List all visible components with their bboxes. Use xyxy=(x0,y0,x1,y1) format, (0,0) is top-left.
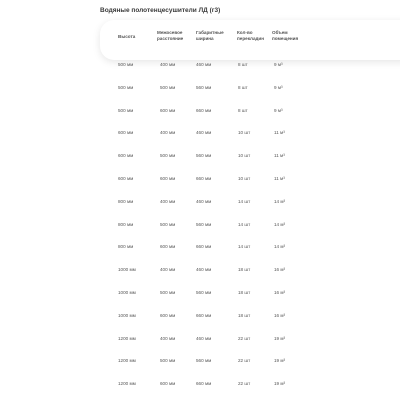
cell-spacing: 400 мм xyxy=(160,267,176,273)
cell-height: 800 мм xyxy=(118,198,134,204)
header-spacing: Межосевое расстояние xyxy=(157,30,184,41)
table-row xyxy=(0,199,400,211)
cell-room-volume: 11 м³ xyxy=(274,176,285,181)
cell-height: 500 мм xyxy=(118,62,134,67)
cell-room-volume: 9 м³ xyxy=(274,107,283,113)
cell-spacing: 600 мм xyxy=(160,244,176,250)
table-row xyxy=(0,108,400,120)
cell-width: 560 мм xyxy=(196,84,212,90)
cell-width: 460 мм xyxy=(196,335,212,341)
cell-steps: 18 шт xyxy=(238,290,251,295)
cell-width: 660 мм xyxy=(196,381,212,387)
cell-width: 660 мм xyxy=(196,312,212,318)
cell-spacing: 600 мм xyxy=(160,312,176,318)
cell-spacing: 400 мм xyxy=(160,62,176,67)
cell-height: 600 мм xyxy=(118,176,134,181)
cell-width: 660 мм xyxy=(196,107,212,113)
cell-height: 1200 мм xyxy=(118,358,136,364)
cell-spacing: 600 мм xyxy=(160,107,176,113)
cell-steps: 10 шт xyxy=(238,153,251,159)
cell-spacing: 500 мм xyxy=(160,153,176,159)
cell-width: 660 мм xyxy=(196,176,212,181)
table-row xyxy=(0,62,400,74)
table-row xyxy=(0,267,400,279)
cell-steps: 22 шт xyxy=(238,358,251,364)
page-title: Водяные полотенцесушители ЛД (г3) xyxy=(100,7,221,14)
cell-width: 460 мм xyxy=(196,267,212,273)
cell-height: 800 мм xyxy=(118,221,134,227)
cell-steps: 10 шт xyxy=(238,176,251,181)
header-steps: Кол-во перекладин xyxy=(237,30,265,41)
cell-width: 460 мм xyxy=(196,198,212,204)
table-row xyxy=(0,130,400,142)
header-height: Высота xyxy=(118,34,136,39)
cell-room-volume: 14 м³ xyxy=(274,198,286,204)
table-row xyxy=(0,85,400,97)
cell-spacing: 400 мм xyxy=(160,335,176,341)
cell-room-volume: 14 м³ xyxy=(274,244,286,250)
cell-height: 1000 мм xyxy=(118,290,136,295)
cell-width: 560 мм xyxy=(196,290,212,295)
header-room-volume: Объем помещения xyxy=(272,30,299,41)
table-row xyxy=(0,381,400,393)
cell-steps: 22 шт xyxy=(238,335,251,341)
cell-spacing: 600 мм xyxy=(160,381,176,387)
cell-height: 1000 мм xyxy=(118,267,136,273)
cell-width: 660 мм xyxy=(196,244,212,250)
table-row xyxy=(0,222,400,234)
cell-room-volume: 16 м³ xyxy=(274,312,286,318)
cell-room-volume: 19 м³ xyxy=(274,335,286,341)
cell-width: 460 мм xyxy=(196,62,212,67)
table-row xyxy=(0,336,400,348)
cell-steps: 18 шт xyxy=(238,267,251,273)
cell-spacing: 600 мм xyxy=(160,176,176,181)
cell-height: 500 мм xyxy=(118,107,134,113)
table-row xyxy=(0,244,400,256)
cell-steps: 8 шт xyxy=(238,107,248,113)
cell-spacing: 500 мм xyxy=(160,84,176,90)
table-row xyxy=(0,290,400,302)
cell-width: 460 мм xyxy=(196,130,212,136)
cell-room-volume: 11 м³ xyxy=(274,153,285,159)
cell-room-volume: 11 м³ xyxy=(274,130,285,136)
cell-steps: 10 шт xyxy=(238,130,251,136)
table-row xyxy=(0,358,400,370)
cell-spacing: 500 мм xyxy=(160,290,176,295)
cell-height: 600 мм xyxy=(118,153,134,159)
cell-width: 560 мм xyxy=(196,153,212,159)
cell-steps: 14 шт xyxy=(238,221,251,227)
cell-room-volume: 19 м³ xyxy=(274,381,286,387)
cell-spacing: 400 мм xyxy=(160,130,176,136)
cell-spacing: 400 мм xyxy=(160,198,176,204)
cell-steps: 22 шт xyxy=(238,381,251,387)
cell-steps: 14 шт xyxy=(238,244,251,250)
cell-height: 1200 мм xyxy=(118,381,136,387)
cell-width: 560 мм xyxy=(196,358,212,364)
cell-height: 1200 мм xyxy=(118,335,136,341)
table-row xyxy=(0,176,400,188)
cell-room-volume: 14 м³ xyxy=(274,221,286,227)
cell-steps: 18 шт xyxy=(238,312,251,318)
cell-room-volume: 16 м³ xyxy=(274,267,286,273)
cell-height: 800 мм xyxy=(118,244,134,250)
cell-spacing: 500 мм xyxy=(160,358,176,364)
cell-steps: 8 шт xyxy=(238,62,248,67)
cell-room-volume: 16 м³ xyxy=(274,290,286,295)
table-row xyxy=(0,153,400,165)
header-width: Габаритные ширина xyxy=(196,30,224,41)
cell-steps: 14 шт xyxy=(238,198,251,204)
cell-height: 1000 мм xyxy=(118,312,136,318)
cell-room-volume: 9 м³ xyxy=(274,62,283,67)
cell-room-volume: 19 м³ xyxy=(274,358,286,364)
cell-steps: 8 шт xyxy=(238,84,248,90)
cell-spacing: 500 мм xyxy=(160,221,176,227)
cell-height: 600 мм xyxy=(118,130,134,136)
cell-width: 560 мм xyxy=(196,221,212,227)
cell-room-volume: 9 м³ xyxy=(274,84,283,90)
cell-height: 500 мм xyxy=(118,84,134,90)
table-row xyxy=(0,313,400,325)
